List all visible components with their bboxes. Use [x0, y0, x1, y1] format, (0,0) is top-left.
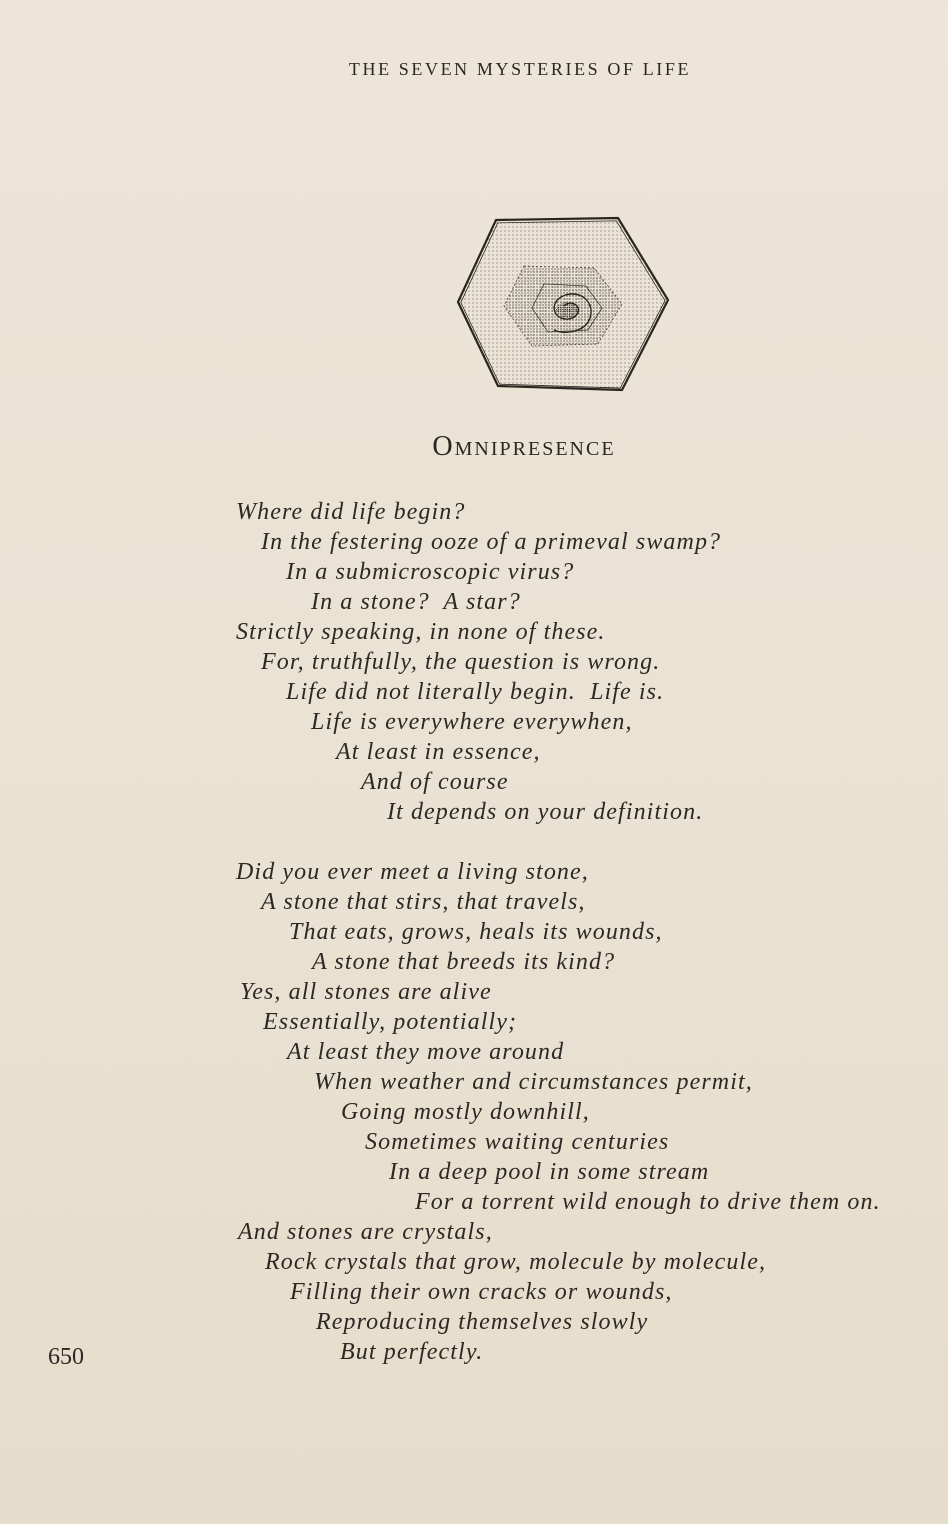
poem-line: Life is everywhere everywhen,	[311, 709, 633, 735]
poem-line: Filling their own cracks or wounds,	[290, 1279, 673, 1305]
poem-line: In a deep pool in some stream	[389, 1159, 710, 1185]
poem-line: Going mostly downhill,	[341, 1099, 590, 1125]
poem-line: In a submicroscopic virus?	[286, 559, 575, 585]
poem-line: That eats, grows, heals its wounds,	[289, 919, 663, 945]
poem-line: A stone that stirs, that travels,	[261, 889, 586, 915]
poem-line: Reproducing themselves slowly	[316, 1309, 649, 1335]
poem-line: In a stone? A star?	[311, 589, 521, 615]
poem-line: When weather and circumstances permit,	[314, 1069, 753, 1095]
poem-line: A stone that breeds its kind?	[312, 949, 616, 975]
running-head: THE SEVEN MYSTERIES OF LIFE	[348, 59, 692, 79]
poem-line: And stones are crystals,	[238, 1219, 493, 1245]
poem-line: In the festering ooze of a primeval swamp?	[261, 529, 722, 555]
poem-line: Rock crystals that grow, molecule by molecule,	[265, 1249, 767, 1275]
poem-line: For, truthfully, the question is wrong.	[261, 649, 661, 675]
poem-line: It depends on your definition.	[387, 799, 704, 825]
poem-line: But perfectly.	[340, 1339, 484, 1365]
poem-line: At least they move around	[287, 1039, 565, 1065]
poem-line: Strictly speaking, in none of these.	[236, 619, 606, 645]
section-title: Omnipresence	[432, 431, 616, 462]
poem-line: At least in essence,	[336, 739, 541, 765]
poem-line: Yes, all stones are alive	[240, 979, 492, 1005]
poem-line: Life did not literally begin. Life is.	[286, 679, 665, 705]
poem-line: Did you ever meet a living stone,	[236, 859, 589, 885]
poem-line: For a torrent wild enough to drive them on.	[415, 1189, 881, 1215]
poem-line: Where did life begin?	[236, 499, 466, 525]
poem-line: Essentially, potentially;	[263, 1009, 518, 1035]
poem-line: And of course	[361, 769, 509, 795]
page-number: 650	[48, 1344, 84, 1370]
hexagonal-crystal-spiral-icon	[452, 214, 674, 396]
poem-line: Sometimes waiting centuries	[365, 1129, 670, 1155]
